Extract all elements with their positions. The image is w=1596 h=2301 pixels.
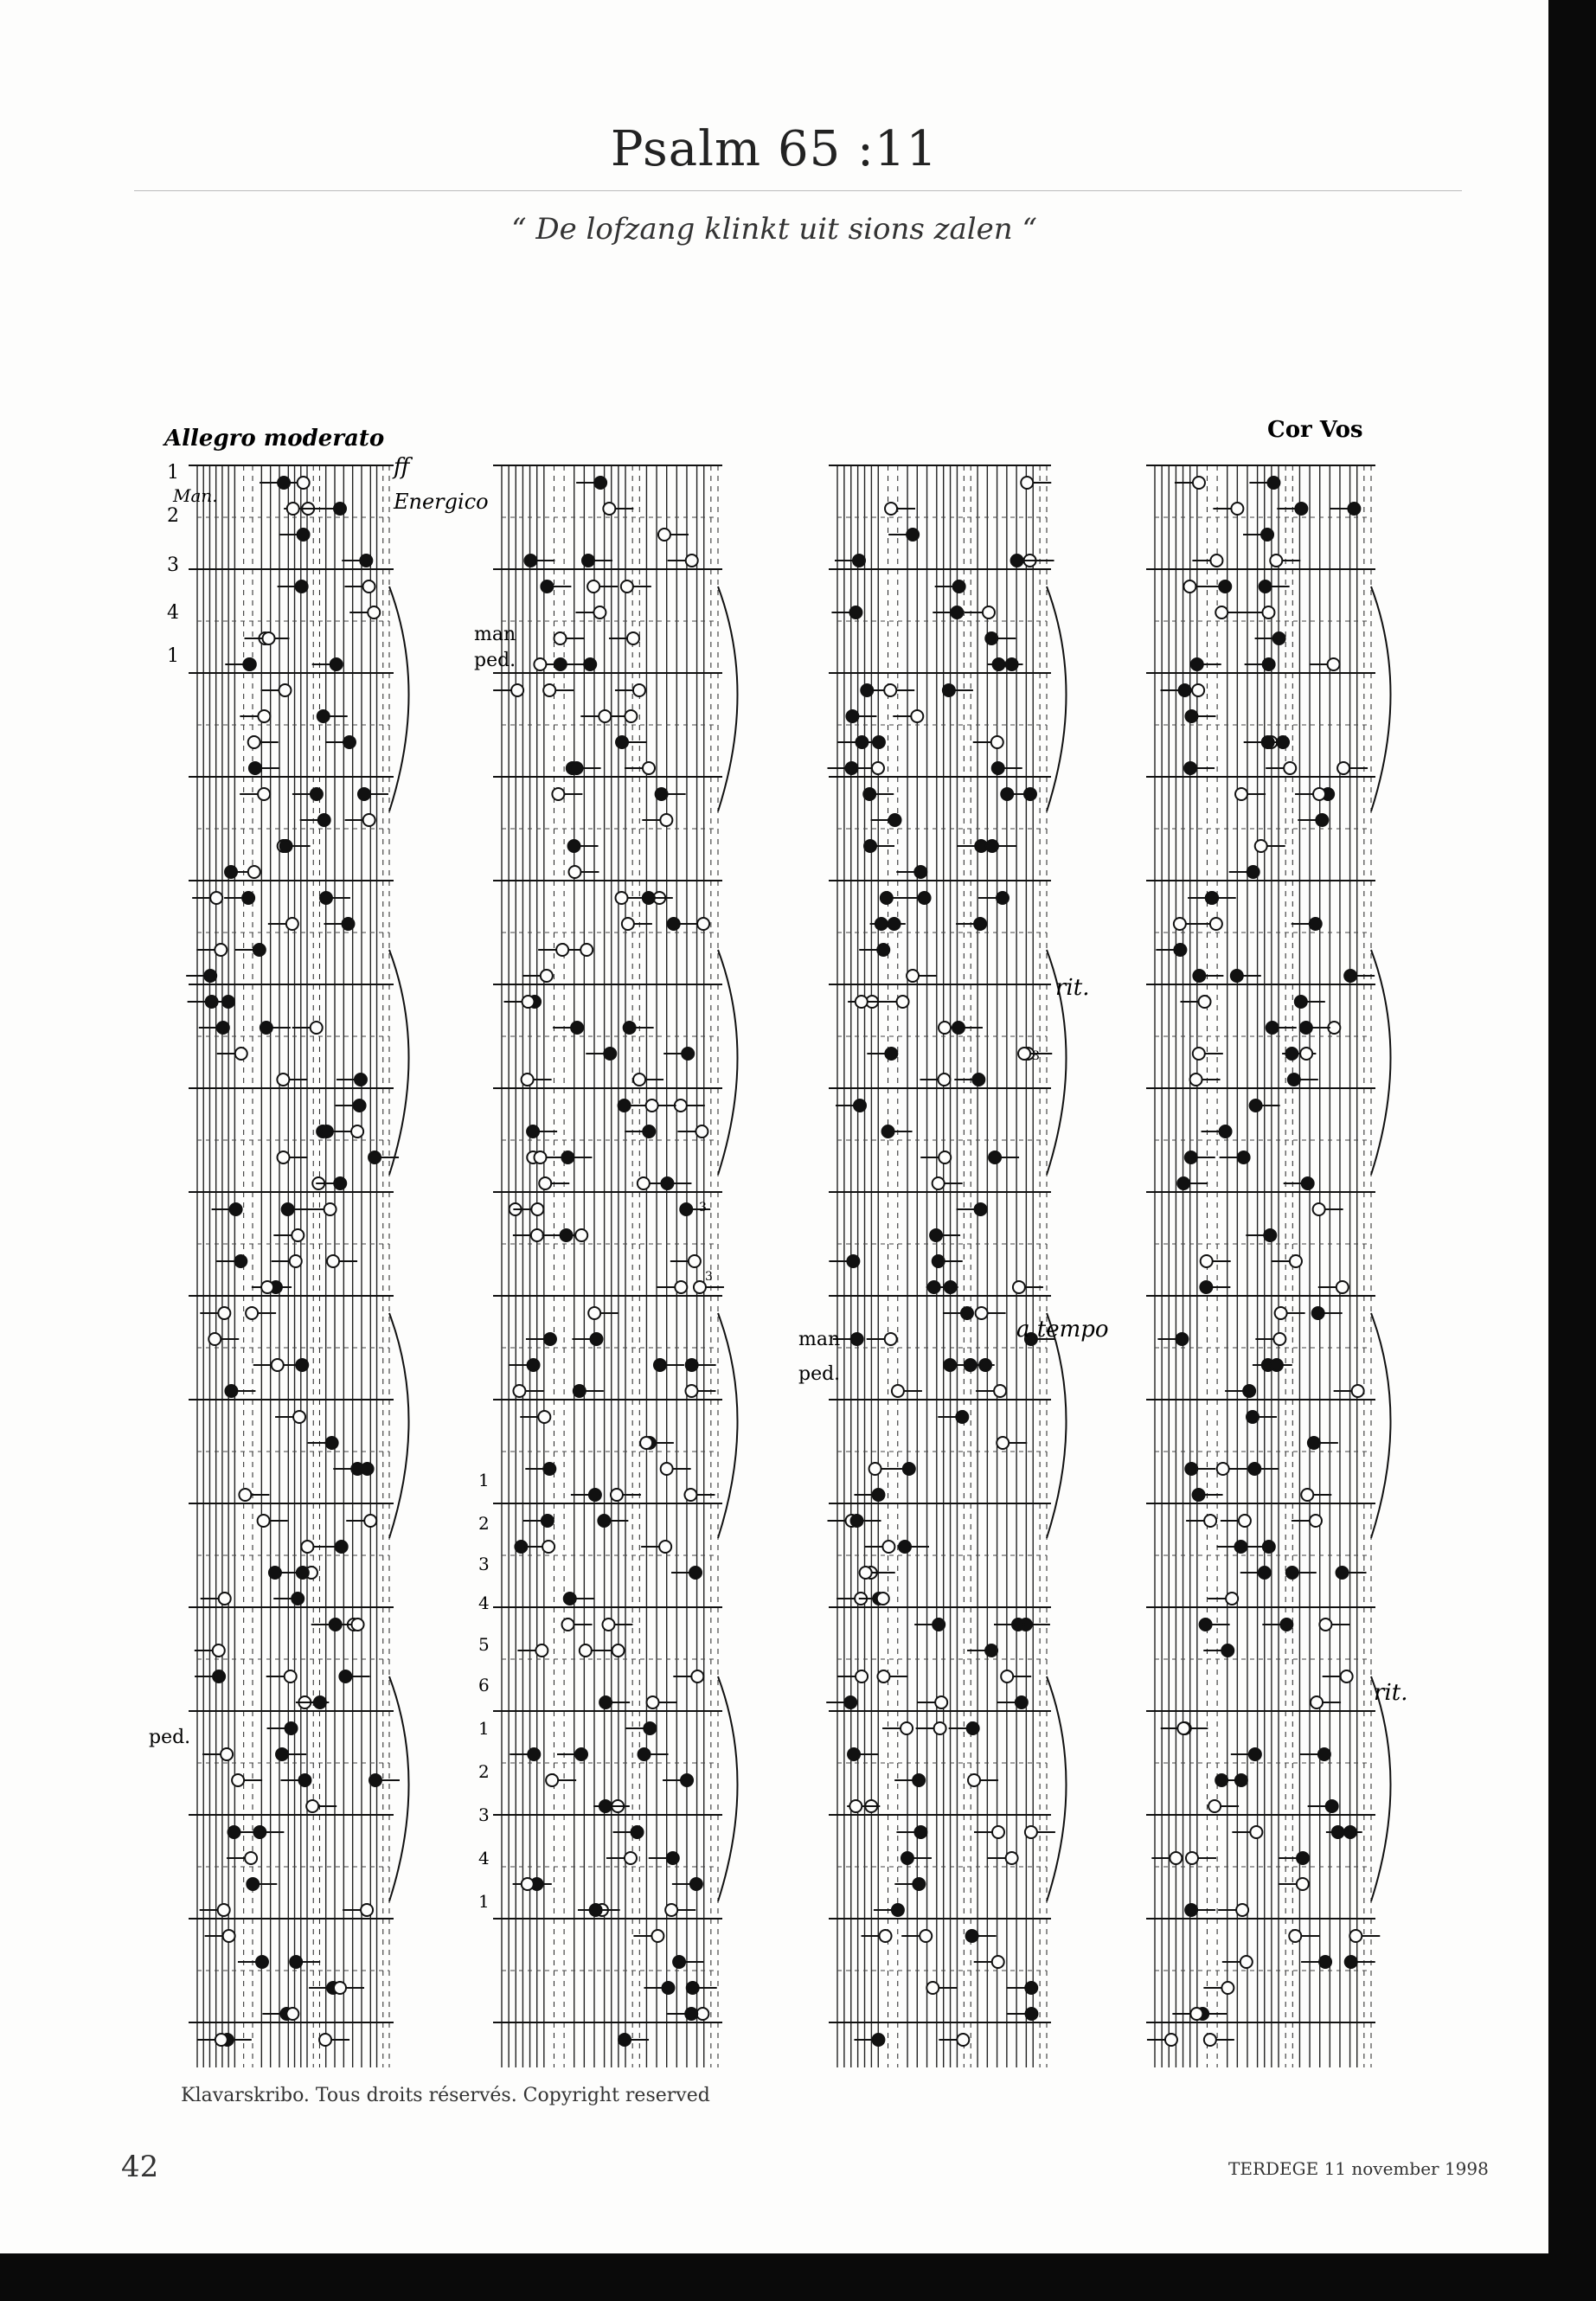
a-tempo-marking: a tempo: [1016, 1317, 1109, 1343]
scan-edge-bottom: [0, 2253, 1596, 2301]
svg-text:1: 1: [167, 462, 179, 484]
triplet-mark-c: 3: [1032, 1049, 1040, 1063]
svg-text:1: 1: [478, 1891, 490, 1912]
ped-label-first: ped.: [149, 1727, 191, 1748]
note-group-3: [826, 477, 1066, 2046]
svg-text:2: 2: [478, 1513, 490, 1534]
svg-text:1: 1: [167, 645, 179, 667]
svg-text:3: 3: [167, 554, 179, 576]
svg-text:4: 4: [478, 1848, 490, 1868]
rit-marking-fourth: rit.: [1374, 1680, 1408, 1706]
staves: [189, 465, 1375, 2067]
svg-text:4: 4: [478, 1593, 490, 1613]
svg-text:6: 6: [478, 1675, 490, 1695]
title-divider: [134, 190, 1462, 191]
svg-text:1: 1: [478, 1470, 490, 1490]
page-subtitle: “ De lofzang klinkt uit sions zalen “: [511, 212, 1037, 247]
svg-text:1: 1: [478, 1718, 490, 1739]
ped-label-third: ped.: [798, 1363, 841, 1385]
page-title: Psalm 65 :11: [610, 121, 939, 177]
copyright-notice: Klavarskribo. Tous droits réservés. Copyright reserved: [181, 2085, 710, 2106]
page-number: 42: [121, 2150, 159, 2184]
manual-label: Man.: [173, 485, 218, 506]
triplet-mark-a: 3: [699, 1201, 707, 1215]
character-marking: Energico: [394, 490, 489, 514]
staff-column-2: [493, 465, 722, 2067]
tempo-marking: Allegro moderato: [164, 426, 385, 452]
triplet-mark-b: 3: [705, 1270, 713, 1284]
svg-text:2: 2: [478, 1761, 490, 1782]
man-label-third: man: [798, 1329, 841, 1350]
rit-marking-third: rit.: [1055, 975, 1090, 1001]
svg-text:5: 5: [478, 1634, 490, 1655]
svg-text:2: 2: [167, 505, 179, 527]
notes: [186, 477, 1390, 2046]
dynamic-marking: ff: [394, 454, 410, 480]
ped-label: ped.: [474, 650, 516, 671]
voice-numbers-second: [478, 1470, 490, 1912]
publication-info: TERDEGE 11 november 1998: [1228, 2158, 1489, 2179]
svg-text:4: 4: [167, 602, 179, 624]
man-label: man: [474, 624, 516, 645]
cor-vos-label: Cor Vos: [1267, 417, 1363, 443]
svg-text:3: 3: [478, 1804, 490, 1825]
scan-edge-right: [1548, 0, 1596, 2301]
note-group-1: [186, 477, 408, 2046]
klavarskribo-score: [0, 407, 1548, 2076]
svg-text:3: 3: [478, 1554, 490, 1574]
